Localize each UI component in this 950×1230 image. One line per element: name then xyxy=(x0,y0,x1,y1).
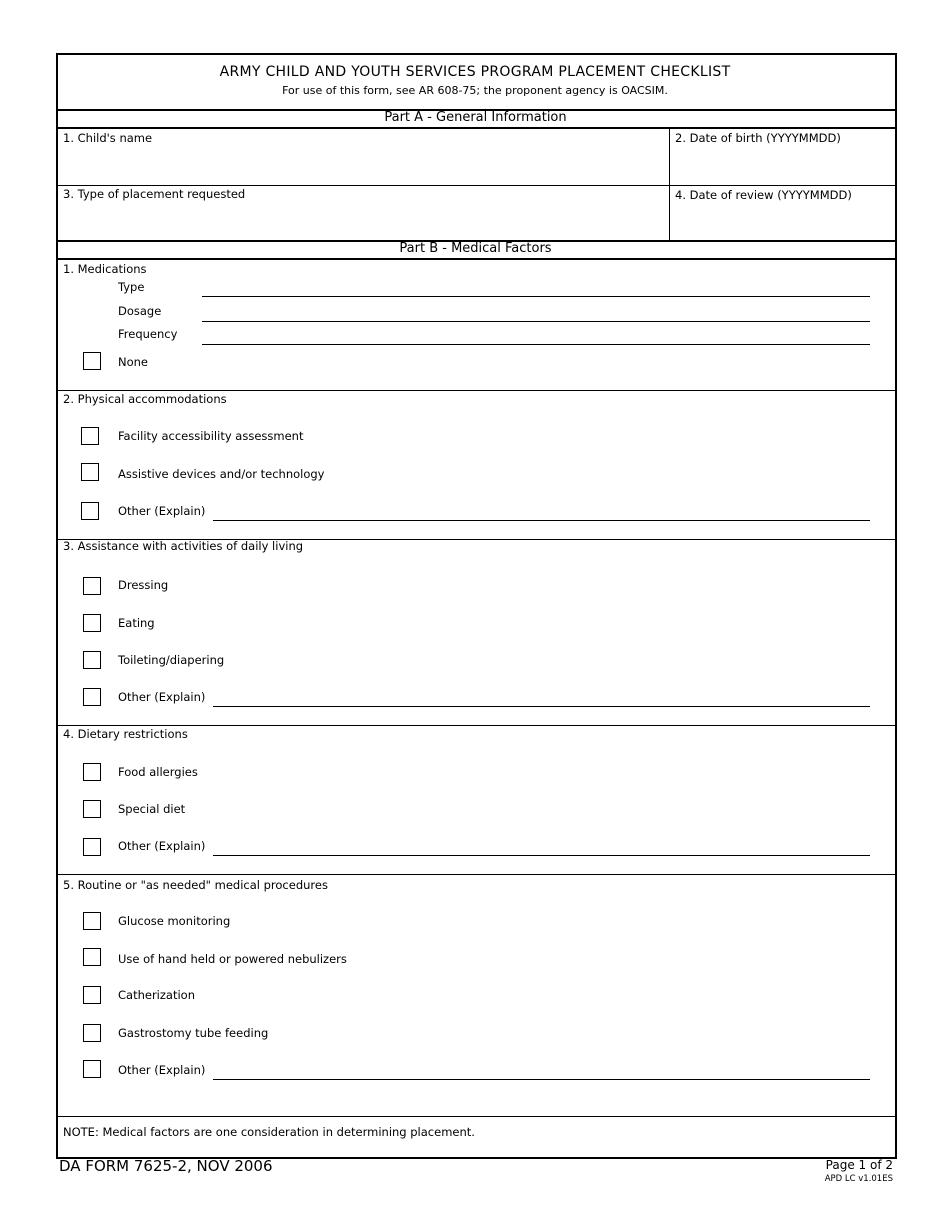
facility-assessment-label: Facility accessibility assessment xyxy=(118,429,304,443)
procedures-other-input[interactable] xyxy=(213,1079,870,1080)
medication-frequency-label: Frequency xyxy=(118,327,178,341)
eating-checkbox[interactable] xyxy=(83,614,101,632)
dietary-restrictions-label: 4. Dietary restrictions xyxy=(63,727,188,741)
part-a-title: Part A - General Information xyxy=(384,110,567,125)
divider xyxy=(56,1116,895,1117)
medication-type-label: Type xyxy=(118,280,145,294)
daily-living-other-label: Other (Explain) xyxy=(118,690,206,704)
toileting-label: Toileting/diapering xyxy=(118,653,225,667)
toileting-checkbox[interactable] xyxy=(83,651,101,669)
version-label: APD LC v1.01ES xyxy=(824,1174,893,1184)
daily-living-other-checkbox[interactable] xyxy=(83,688,101,706)
dietary-other-label: Other (Explain) xyxy=(118,839,206,853)
catherization-checkbox[interactable] xyxy=(83,986,101,1004)
form-number: DA FORM 7625-2, NOV 2006 xyxy=(59,1157,273,1175)
procedures-other-label: Other (Explain) xyxy=(118,1063,206,1077)
child-name-label: 1. Child's name xyxy=(63,131,153,145)
divider xyxy=(56,258,895,260)
nebulizers-label: Use of hand held or powered nebulizers xyxy=(118,952,347,966)
divider xyxy=(56,127,895,129)
food-allergies-label: Food allergies xyxy=(118,765,198,779)
medication-dosage-input[interactable] xyxy=(202,321,870,322)
dietary-other-checkbox[interactable] xyxy=(83,838,101,856)
date-of-birth-field[interactable] xyxy=(671,147,892,184)
daily-living-label: 3. Assistance with activities of daily living xyxy=(63,539,304,553)
part-b-title: Part B - Medical Factors xyxy=(399,241,552,256)
assistive-devices-label: Assistive devices and/or technology xyxy=(118,467,325,481)
date-of-review-label: 4. Date of review (YYYYMMDD) xyxy=(675,188,852,202)
date-of-birth-label: 2. Date of birth (YYYYMMDD) xyxy=(675,131,841,145)
form-title: ARMY CHILD AND YOUTH SERVICES PROGRAM PLACEMENT CHECKLIST xyxy=(219,64,731,80)
medical-procedures-label: 5. Routine or "as needed" medical procedures xyxy=(63,878,328,892)
glucose-monitoring-checkbox[interactable] xyxy=(83,912,101,930)
medication-dosage-label: Dosage xyxy=(118,304,162,318)
physical-accommodations-label: 2. Physical accommodations xyxy=(63,392,227,406)
dietary-other-input[interactable] xyxy=(213,855,870,856)
medications-none-label: None xyxy=(118,355,149,369)
procedures-other-checkbox[interactable] xyxy=(83,1060,101,1078)
medication-frequency-input[interactable] xyxy=(202,344,870,345)
assistive-devices-checkbox[interactable] xyxy=(81,463,99,481)
dressing-checkbox[interactable] xyxy=(83,577,101,595)
facility-assessment-checkbox[interactable] xyxy=(81,427,99,445)
child-name-field[interactable] xyxy=(58,147,668,184)
divider xyxy=(56,725,895,726)
physical-other-input[interactable] xyxy=(213,520,870,521)
physical-other-label: Other (Explain) xyxy=(118,504,206,518)
eating-label: Eating xyxy=(118,616,155,630)
medications-none-checkbox[interactable] xyxy=(83,352,101,370)
physical-other-checkbox[interactable] xyxy=(81,502,99,520)
divider xyxy=(56,185,895,186)
divider xyxy=(56,390,895,391)
nebulizers-checkbox[interactable] xyxy=(83,948,101,966)
gastrostomy-label: Gastrostomy tube feeding xyxy=(118,1026,269,1040)
medication-type-input[interactable] xyxy=(202,296,870,297)
daily-living-other-input[interactable] xyxy=(213,706,870,707)
gastrostomy-checkbox[interactable] xyxy=(83,1024,101,1042)
divider xyxy=(56,874,895,875)
date-of-review-field[interactable] xyxy=(671,204,892,239)
dressing-label: Dressing xyxy=(118,578,169,592)
catherization-label: Catherization xyxy=(118,988,195,1002)
medications-label: 1. Medications xyxy=(63,262,147,276)
food-allergies-checkbox[interactable] xyxy=(83,763,101,781)
page-number: Page 1 of 2 xyxy=(825,1158,893,1172)
note-text: NOTE: Medical factors are one consideration in determining placement. xyxy=(63,1125,475,1139)
placement-type-label: 3. Type of placement requested xyxy=(63,187,246,201)
form-subtitle: For use of this form, see AR 608-75; the proponent agency is OACSIM. xyxy=(282,84,668,97)
glucose-monitoring-label: Glucose monitoring xyxy=(118,914,231,928)
placement-type-field[interactable] xyxy=(58,203,668,239)
special-diet-checkbox[interactable] xyxy=(83,800,101,818)
special-diet-label: Special diet xyxy=(118,802,186,816)
